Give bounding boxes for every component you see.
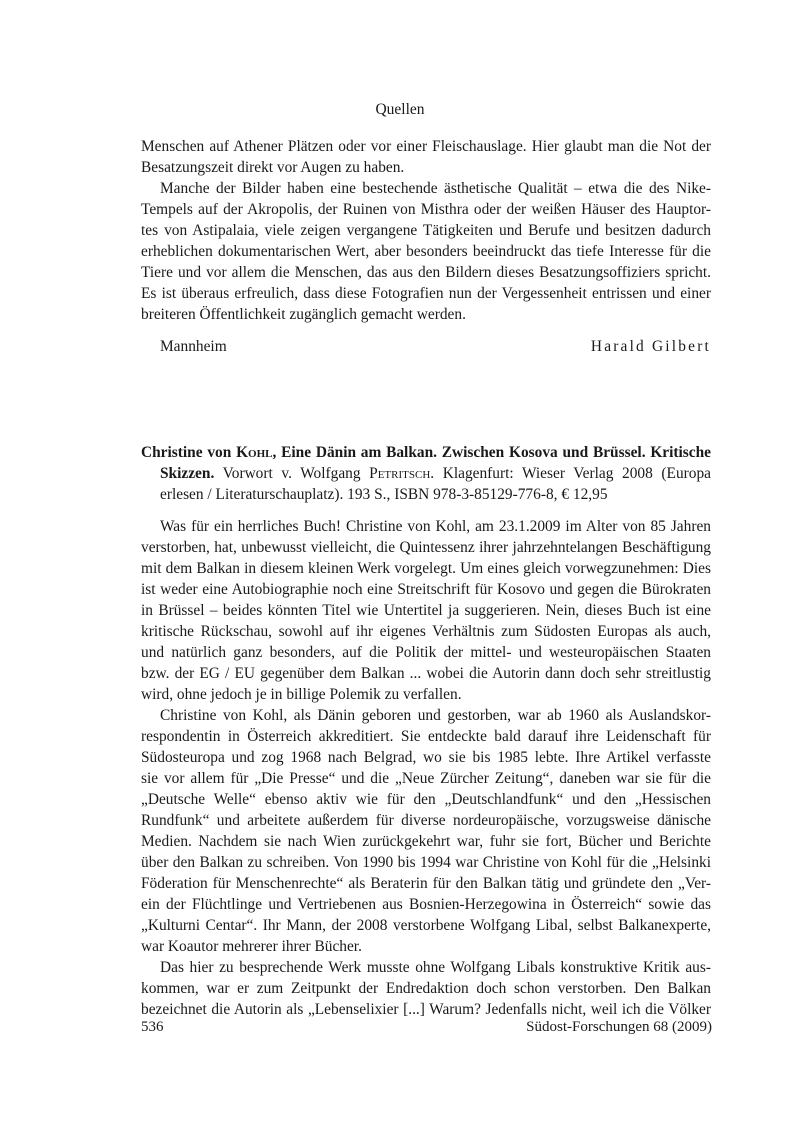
- text-line: kritische Rückschau, sowohl auf ihr eigenes Verhältnis zum Südosten Europas als auch,: [141, 623, 711, 640]
- text-line: über den Balkan zu schreiben. Von 1990 bis 1994 war Christine von Kohl für die „Helsinki: [141, 854, 711, 871]
- text-line: Föderation für Menschenrechte“ als Beraterin für den Balkan tätig und gründete den „Ver-: [141, 875, 711, 892]
- text-line: „Kulturni Centar“. Ihr Mann, der 2008 verstorbene Wolfgang Libal, selbst Balkanexperte,: [141, 917, 711, 934]
- text-line: Manche der Bilder haben eine bestechende ästhetische Qualität – etwa die des Nike-: [160, 180, 711, 197]
- bib-line-1: [141, 442, 711, 463]
- text-line: in Brüssel – beides könnten Titel wie Untertitel ja suggerieren. Nein, dieses Buch ist eine: [141, 602, 711, 619]
- running-head: Quellen: [375, 101, 425, 118]
- text-line: Was für ein herrliches Buch! Christine von Kohl, am 23.1.2009 im Alter von 85 Jahren: [160, 518, 711, 535]
- text-line: Tiere und vor allem die Menschen, das aus den Bildern dieses Besatzungsoffiziers spricht.: [141, 264, 711, 281]
- bib-author-last: Kohl: [236, 444, 273, 461]
- text-line: breiteren Öffentlichkeit zugänglich gemacht werden.: [141, 306, 466, 323]
- bib-author-first: Christine von: [141, 444, 237, 461]
- journal-title: Südost-Forschungen 68 (2009): [526, 1019, 712, 1035]
- text-line: Menschen auf Athener Plätzen oder vor einer Fleischauslage. Hier glaubt man die Not der: [141, 138, 711, 155]
- text-line: bzw. der EG / EU gegenüber dem Balkan ... wobei die Autorin dann doch sehr streitlustig: [141, 665, 711, 682]
- bib-foreword: Vorwort v. Wolfgang: [214, 465, 370, 482]
- text-line: ein der Flüchtlinge und Vertriebenen aus Bosnien-Herzegowina in Österreich“ sowie das: [141, 896, 711, 913]
- signature-place: Mannheim: [160, 338, 227, 355]
- text-line: Südosteuropa und zog 1968 nach Belgrad, wo sie bis 1985 lebte. Ihre Artikel verfasste: [141, 749, 711, 766]
- text-line: und natürlich ganz besonders, auf die Politik der mittel- und westeuropäischen Staaten: [141, 644, 711, 661]
- text-line: war Koautor mehrerer ihrer Bücher.: [141, 938, 362, 955]
- bib-foreword-author: Petritsch: [369, 465, 431, 482]
- page-number: 536: [141, 1019, 164, 1035]
- text-line: Christine von Kohl, als Dänin geboren und gestorben, war ab 1960 als Auslandskor-: [160, 707, 711, 724]
- text-line: Es ist überaus erfreulich, dass diese Fotografien nun der Vergessenheit entrissen und einer: [141, 285, 711, 302]
- text-line: verstorben, hat, unbewusst vielleicht, die Quintessenz ihrer jahrzehntelangen Beschäftigung: [141, 539, 711, 556]
- text-line: sie vor allem für „Die Presse“ und die „Neue Zürcher Zeitung“, daneben war sie für die: [141, 770, 711, 787]
- text-line: tes von Astipalaia, viele zeigen vergangene Tätigkeiten und Berufe und besitzen dadurch: [141, 222, 711, 239]
- bib-title-end: Skizzen.: [160, 465, 215, 482]
- bib-line-3: erlesen / Literaturschauplatz). 193 S., ISBN 978-3-85129-776-8, € 12,95: [160, 486, 608, 503]
- text-line: Besatzungszeit direkt vor Augen zu haben.: [141, 159, 405, 176]
- text-line: Rundfunk“ und arbeitete außerdem für diverse nordeuropäische, vorzugsweise dänische: [141, 812, 711, 829]
- text-line: Tempels auf der Akropolis, der Ruinen von Misthra oder der weißen Häuser des Hauptor-: [141, 201, 711, 218]
- text-line: respondentin in Österreich akkreditiert. Sie entdeckte bald darauf ihre Leidenschaft für: [141, 728, 711, 745]
- text-line: ist weder eine Autobiographie noch eine Streitschrift für Kosovo und gegen die Bürokraten: [141, 581, 711, 598]
- text-line: erheblichen dokumentarischen Wert, aber besonders beeindruckt das tiefe Interesse für die: [141, 243, 711, 260]
- text-line: bezeichnet die Autorin als „Lebenselixier [...] Warum? Jedenfalls nicht, weil ich die Völker: [141, 1001, 711, 1018]
- text-line: Medien. Nachdem sie nach Wien zurückgekehrt war, fuhr sie fort, Bücher und Berichte: [141, 833, 711, 850]
- text-line: „Deutsche Welle“ ebenso aktiv wie für den „Deutschlandfunk“ und den „Hessischen: [141, 791, 711, 808]
- text-line: mit dem Balkan in diesem kleinen Werk vorgelegt. Um eines gleich vorwegzunehmen: Dies: [141, 560, 711, 577]
- bib-publisher: . Klagenfurt: Wieser Verlag 2008 (Europa: [430, 465, 711, 482]
- bib-title: , Eine Dänin am Balkan. Zwischen Kosova und Brüssel. Kritische: [272, 444, 712, 461]
- text-line: kommen, war er zum Zeitpunkt der Endredaktion doch schon verstorben. Den Balkan: [141, 980, 711, 997]
- signature-name: Harald Gilbert: [590, 338, 711, 355]
- text-line: wird, ohne jedoch je in billige Polemik zu verfallen.: [141, 686, 462, 703]
- text-line: Das hier zu besprechende Werk musste ohne Wolfgang Libals konstruktive Kritik aus-: [160, 959, 711, 976]
- bib-line-2: [160, 463, 711, 484]
